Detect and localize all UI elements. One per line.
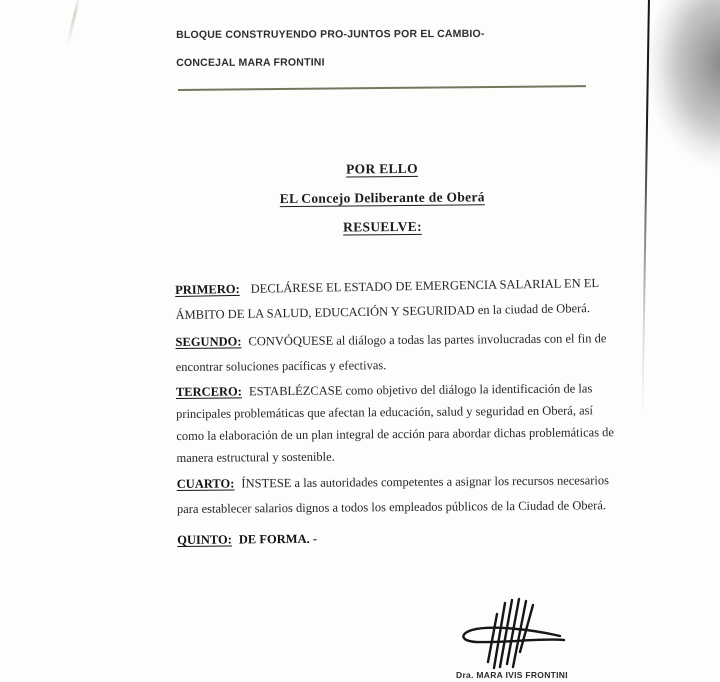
article-text: ESTABLÉZCASE como objetivo del diálogo la identificación de las: [248, 381, 593, 399]
article-label: TERCERO:: [175, 384, 242, 400]
article-text: ÍNSTESE a las autoridades competentes a asignar los recursos necesarios: [241, 473, 610, 491]
article-cuarto: [176, 468, 610, 522]
article-line: como la elaboración de un plan integral de acción para abordar dichas problemáticas de: [176, 425, 615, 443]
article-text: DECLÁRESE EL ESTADO DE EMERGENCIA SALARIAL EN EL: [250, 275, 600, 296]
signature-block: [448, 590, 598, 680]
article-line: [177, 524, 607, 553]
signature-scribble-icon: [448, 590, 598, 680]
article-label: SEGUNDO:: [175, 334, 242, 350]
heading-concejo-deliberante: EL Concejo Deliberante de Oberá: [279, 189, 485, 207]
article-segundo: [175, 326, 605, 380]
article-line: principales problemáticas que afectan la educación, salud y seguridad en Oberá, así: [176, 403, 594, 421]
heading-resuelve: RESUELVE:: [343, 218, 422, 235]
letterhead-bloque: BLOQUE CONSTRUYENDO PRO-JUNTOS POR EL CAMBIO-: [176, 27, 485, 41]
article-label: CUARTO:: [176, 476, 235, 491]
heading-por-ello: POR ELLO: [346, 160, 418, 177]
article-line: ÁMBITO DE LA SALUD, EDUCACIÓN Y SEGURIDAD en la ciudad de Oberá.: [175, 301, 591, 322]
article-line: [176, 468, 610, 497]
article-tercero: [175, 377, 615, 469]
article-text: CONVÓQUESE al diálogo a todas las partes involucradas con el fin de: [248, 331, 607, 349]
article-text: DE FORMA. -: [238, 531, 318, 547]
signature-name: Dra. MARA IVIS FRONTINI: [456, 670, 568, 680]
article-label: PRIMERO:: [175, 281, 240, 298]
article-label: QUINTO:: [177, 532, 232, 547]
article-line: para establecer salarios dignos a todos los empleados públicos de la Ciudad de Oberá.: [176, 498, 607, 516]
article-quinto: [177, 524, 607, 553]
article-line: manera estructural y sostenible.: [176, 449, 335, 465]
article-primero: [175, 271, 606, 328]
article-line: encontrar soluciones pacíficas y efectivas.: [175, 358, 387, 375]
article-line: [175, 326, 605, 355]
letterhead-concejal: CONCEJAL MARA FRONTINI: [176, 56, 325, 69]
